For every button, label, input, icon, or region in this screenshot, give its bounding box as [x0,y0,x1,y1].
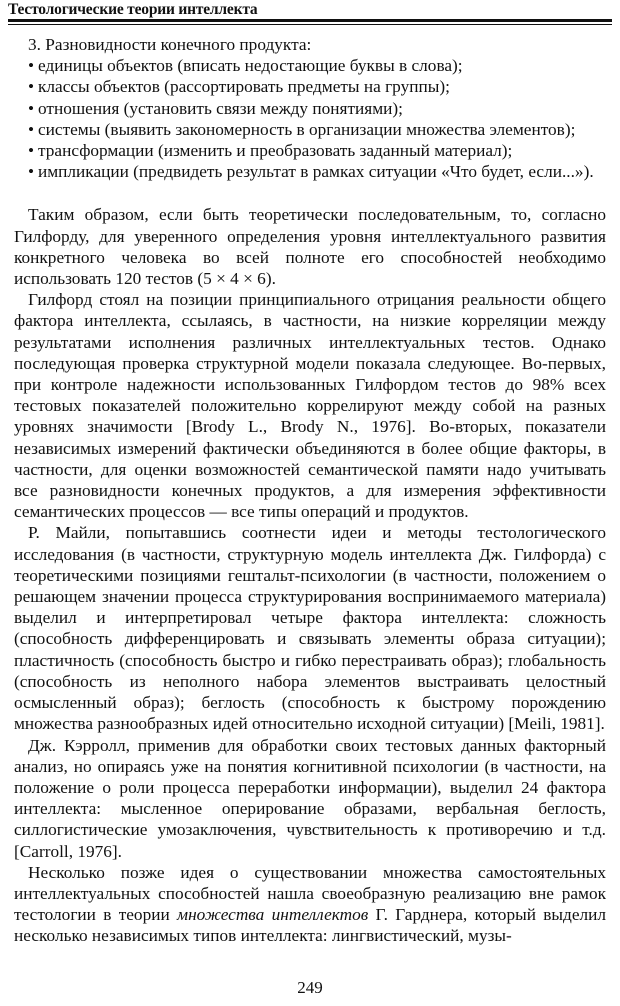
list-item [28,55,606,76]
header-rule-thin [8,24,612,25]
paragraph: Таким образом, если быть теоретически последовательным, то, согласно Гилфорду, для уверенного определения уровня интеллектуального развития конкретного человека во всей полноте его способностей необходимо использовать 120 тестов (5 × 4 × 6). [14,205,606,289]
list-item [28,98,606,119]
bullet: • [28,98,35,118]
bullet: • [28,56,35,76]
list-item [28,161,606,182]
paragraph [14,862,606,947]
list-item [28,140,606,161]
page-body [14,34,606,947]
paragraph-text: Несколько позже идея о существовании множества самостоятельных интеллектуальных способностей нашла своеобразную реализацию вне рамок тестологии в теории [14,862,606,925]
list-item-text: трансформации (изменить и преобразовать заданный материал); [38,141,513,161]
bullet: • [28,141,35,161]
paragraph: Р. Майли, попытавшись соотнести идеи и методы тестологического исследования (в частности, структурную модель интеллекта Дж. Гилфорда) с теоретическими позициями гештальт-психологии (в частности, положением о решающем значении процесса структурирования воспринимаемого материала) выделил и интерпретировал четыре фактора интеллекта: сложность (способность дифференцировать и связывать элементы образа ситуации); пластичность (способность быстро и гибко перестраивать образ); глобальность (способность из неполного набора элементов выстраивать целостный осмысленный образ); беглость (способность к быстрому порождению множества разнообразных идей относительно исходной ситуации) [Meili, 1981]. [14,523,606,734]
list-title: 3. Разновидности конечного продукта: [28,35,312,54]
product-types-list [14,34,606,182]
running-header [8,0,612,22]
paragraph: Дж. Кэрролл, применив для обработки своих тестовых данных факторный анализ, но опираясь уже на понятия когнитивной психологии (в частности, на положение о роли процесса переработки информации), выделил 24 фактора интеллекта: мысленное оперирование образами, вербальная беглость, силлогистические умозаключения, чувствительность к противоречию и т.д. [Carroll, 1976]. [14,735,606,861]
list-item [28,76,606,97]
italic-term: множества интеллектов [177,905,369,925]
list-item-text: системы (выявить закономерность в организации множества элементов); [38,119,576,139]
bullet: • [28,162,35,182]
page-number: 249 [297,978,323,997]
list-item-text: классы объектов (рассортировать предметы на группы); [38,77,450,97]
list-item-text: импликации (предвидеть результат в рамках ситуации «Что будет, если...»). [38,162,594,182]
running-title: Тестологические теории интеллекта [8,1,258,18]
paragraph-text: Г. Гарднера, который выделил несколько независимых типов интеллекта: лингвистический, музы- [14,905,606,946]
section-gap [14,182,606,204]
list-item-text: отношения (установить связи между понятиями); [38,98,403,118]
bullet: • [28,77,35,97]
list-item [28,119,606,140]
bullet: • [28,119,35,139]
paragraph: Гилфорд стоял на позиции принципиального отрицания реальности общего фактора интеллекта, ссылаясь, в частности, на низкие корреляции между результатами исполнения различных интеллектуальных тестов. Однако последующая проверка структурной модели показала следующее. Во-первых, при контроле надежности использованных Гилфордом тестов до 98% всех тестовых показателей положительно коррелируют между собой на разных уровнях значимости [Brody L., Brody N., 1976]. Во-вторых, показатели независимых измерений фактически объединяются в более общие факторы, в частности, для оценки возможностей семантической памяти надо учитывать все разновидности конечных продуктов, а для измерения эффективности семантических процессов — все типы операций и продуктов. [14,290,606,522]
list-item-text: единицы объектов (вписать недостающие буквы в слова); [38,56,463,76]
header-rule-thick [8,19,612,22]
